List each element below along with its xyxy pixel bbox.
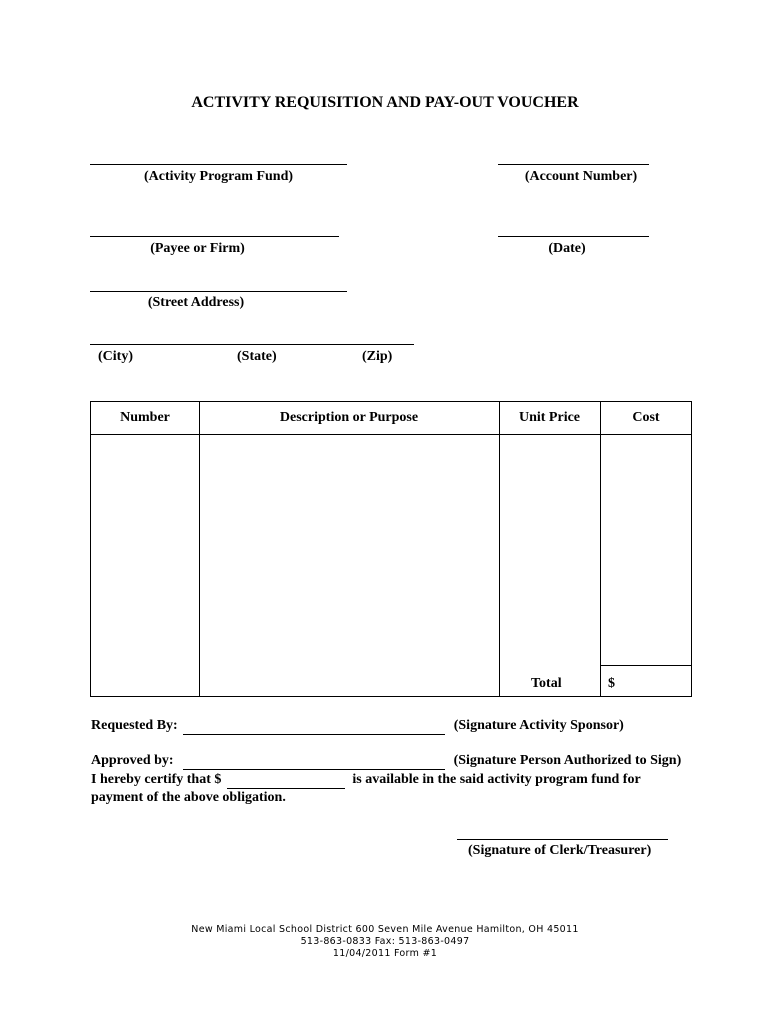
requested-by-label: Requested By: <box>91 718 178 733</box>
approved-by-role: (Signature Person Authorized to Sign) <box>453 753 682 768</box>
approved-by-signature-line[interactable] <box>183 753 445 770</box>
cost-column-cell[interactable] <box>601 435 692 664</box>
column-header-number: Number <box>120 410 170 425</box>
activity-program-fund-line[interactable] <box>90 164 347 165</box>
unit-price-column-cell[interactable] <box>500 435 600 664</box>
zip-label: (Zip) <box>362 349 393 364</box>
requested-by-signature-line[interactable] <box>183 718 445 735</box>
certify-suffix: is available in the said activity program fund for <box>352 772 641 787</box>
approved-by-label: Approved by: <box>91 753 174 768</box>
payee-label: (Payee or Firm) <box>150 241 245 256</box>
requested-by-row <box>91 718 624 735</box>
date-line[interactable] <box>498 236 649 237</box>
items-table <box>90 401 692 697</box>
date-label: (Date) <box>548 241 586 256</box>
column-header-description: Description or Purpose <box>279 410 419 425</box>
column-header-cost: Cost <box>632 410 660 425</box>
column-header-unit-price: Unit Price <box>518 410 581 425</box>
footer-phone: 513-863-0833 Fax: 513-863-0497 <box>300 936 470 947</box>
footer-address: New Miami Local School District 600 Seven Mile Avenue Hamilton, OH 45011 <box>191 924 579 935</box>
payee-line[interactable] <box>90 236 339 237</box>
street-address-line[interactable] <box>90 291 347 292</box>
activity-program-fund-label: (Activity Program Fund) <box>143 169 294 184</box>
clerk-signature-line[interactable] <box>457 839 668 840</box>
certify-amount-field[interactable] <box>227 772 345 789</box>
state-label: (State) <box>237 349 277 364</box>
approved-by-row <box>91 753 681 770</box>
certify-prefix: I hereby certify that $ <box>91 772 222 787</box>
number-column-cell[interactable] <box>91 435 199 696</box>
clerk-signature-label: (Signature of Clerk/Treasurer) <box>468 843 652 858</box>
city-label: (City) <box>98 349 133 364</box>
requested-by-role: (Signature Activity Sponsor) <box>453 718 624 733</box>
description-column-cell[interactable] <box>200 435 499 696</box>
form-title: ACTIVITY REQUISITION AND PAY-OUT VOUCHER <box>191 94 579 111</box>
certify-line2: payment of the above obligation. <box>91 790 286 805</box>
total-label: Total <box>531 676 562 691</box>
account-number-line[interactable] <box>498 164 649 165</box>
total-value-field[interactable]: $ <box>608 676 615 691</box>
street-address-label: (Street Address) <box>147 295 245 310</box>
certify-row <box>91 772 641 789</box>
account-number-label: (Account Number) <box>524 169 638 184</box>
footer-form-id: 11/04/2011 Form #1 <box>332 948 438 959</box>
city-state-zip-line[interactable] <box>90 344 414 345</box>
